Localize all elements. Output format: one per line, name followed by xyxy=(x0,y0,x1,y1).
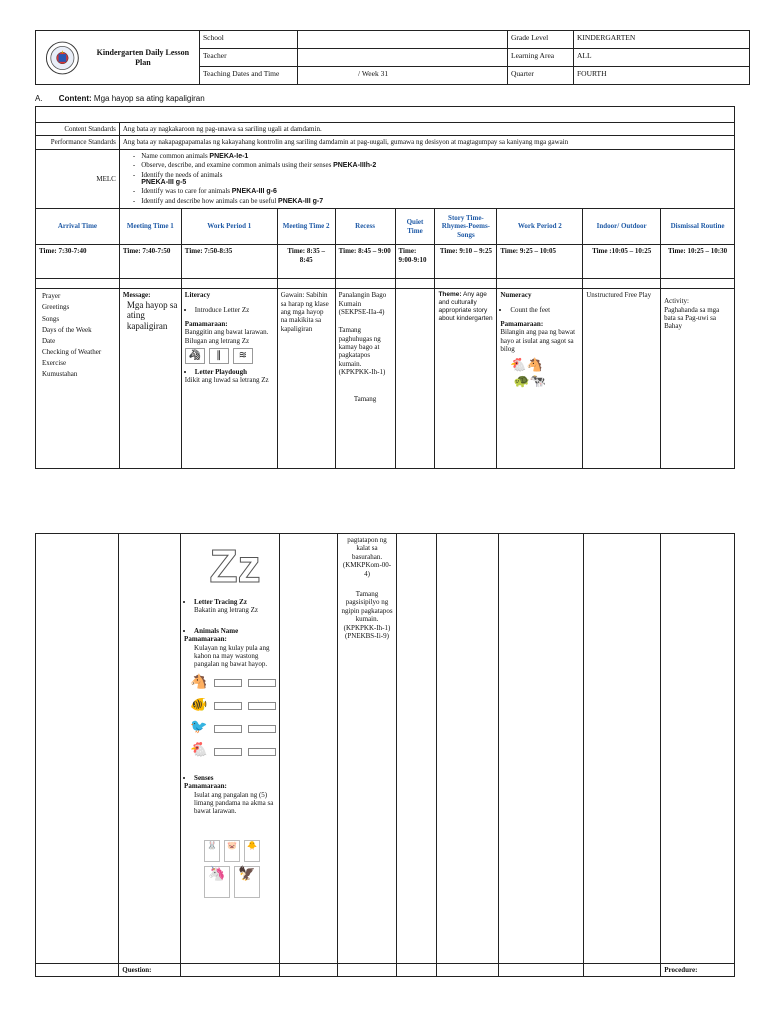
deped-seal-icon xyxy=(45,40,80,76)
arrival-cell xyxy=(36,289,120,469)
logo-title-cell xyxy=(36,31,200,85)
quarter-value: FOURTH xyxy=(574,67,750,85)
procedure-label: Procedure: xyxy=(661,964,735,977)
col-header: Arrival Time xyxy=(36,209,120,245)
recess-prayer: Panalangin Bago Kumain (SEKPSE-IIa-4) xyxy=(338,291,387,316)
story-cell xyxy=(435,289,497,469)
senses-card: 🐰 xyxy=(204,840,220,862)
blank-row xyxy=(36,107,735,123)
zigzag-icon: ≋ xyxy=(233,348,253,364)
question-label: Question: xyxy=(119,964,181,977)
content-standards-value: Ang bata ay nagkakaroon ng pag-unawa sa sariling ugali at damdamin. xyxy=(119,123,734,136)
work2-cell xyxy=(497,289,583,469)
week-value: / Week 31 xyxy=(298,67,508,85)
numeracy-bullet: • Count the feet xyxy=(510,306,579,314)
recess-cell xyxy=(335,289,395,469)
dismissal-cell xyxy=(661,289,735,469)
quarter-label: Quarter xyxy=(508,67,574,85)
col-header: Dismissal Routine xyxy=(661,209,735,245)
senses-worksheet-image xyxy=(204,840,274,898)
arrival-item: Checking of Weather xyxy=(42,348,102,357)
grade-value: KINDERGARTEN xyxy=(574,31,750,49)
arrival-item: Prayer xyxy=(42,292,61,301)
col-header: Indoor/ Outdoor xyxy=(583,209,661,245)
dates-label: Teaching Dates and Time xyxy=(200,67,298,85)
senses-card: 🐥 xyxy=(244,840,260,862)
horse-icon: 🐴 xyxy=(190,674,208,690)
time-cell: Time: 9:25 – 10:05 xyxy=(497,245,583,279)
animal-name-worksheet xyxy=(184,675,276,760)
senses-title: • Senses xyxy=(194,774,276,782)
animals-pam-label: Pamamaraan: xyxy=(184,635,227,644)
arrival-item: Greetings xyxy=(42,303,70,312)
arrival-item: Date xyxy=(42,336,56,345)
literacy-title: Literacy xyxy=(184,291,211,300)
zz-worksheet-image xyxy=(185,348,274,364)
work1-cell xyxy=(181,289,277,469)
zebra-icon: 🦓 xyxy=(185,348,205,364)
question-procedure-row xyxy=(36,964,735,977)
grade-label: Grade Level xyxy=(508,31,574,49)
quiet-cell xyxy=(395,289,435,469)
numeracy-title: Numeracy xyxy=(500,291,532,300)
indoor-cell: Unstructured Free Play xyxy=(583,289,661,469)
tracing-text: Bakatin ang letrang Zz xyxy=(194,606,258,615)
pamamaraan-text: Banggitin ang bawat larawan. Bilugan ang letrang Zz xyxy=(184,328,269,345)
work1-continued-cell xyxy=(181,534,280,964)
arrival-item: Kumustahan xyxy=(42,370,78,379)
senses-pam-label: Pamamaraan: xyxy=(184,782,227,791)
lesson-table xyxy=(35,106,735,469)
theme-label: Theme: xyxy=(438,291,462,299)
activity-text: Paghahanda sa mga bata sa Pag-uwi sa Bahay xyxy=(664,305,720,331)
performance-standards-row xyxy=(36,136,735,149)
content-value: Mga hayop sa ating kapaligiran xyxy=(93,94,205,103)
melc-list: - Name common animals PNEKA-Ie-1 - Observe, describe, and examine common animals using their senses PNEKA-IIIh-2 - Identify the needs of animals PNEKA-III g-5 - Identify was to care for animals PNEKA-III g-6 - Identify and describe how animals can be useful PNEKA-III g-7 xyxy=(119,149,734,208)
col-header: Work Period 2 xyxy=(497,209,583,245)
zz-tracing-glyph: Zz xyxy=(209,540,261,593)
time-cell: Time: 7:40-7:50 xyxy=(119,245,181,279)
animals-text: Kulayan ng kulay pula ang kahon na may wastong pangalan ng bawat hayop. xyxy=(194,643,270,669)
arrival-item: Songs xyxy=(42,314,60,323)
content-label: Content: xyxy=(58,94,92,103)
teacher-value xyxy=(298,49,508,67)
playdough-title: • Letter Playdough xyxy=(195,368,274,376)
count-feet-image: 🐔🐴 🐢🐄 xyxy=(510,357,546,389)
bird-icon: 🐦 xyxy=(190,720,208,736)
col-header: Meeting Time 1 xyxy=(119,209,181,245)
recess-continued-cell xyxy=(337,534,397,964)
senses-card: 🐷 xyxy=(224,840,240,862)
recess-tamang: Tamang xyxy=(353,394,377,403)
plan-title: Kindergarten Daily Lesson Plan xyxy=(96,47,190,67)
content-line xyxy=(35,94,205,104)
column-header-row xyxy=(36,209,735,245)
time-cell: Time: 9:10 – 9:25 xyxy=(435,245,497,279)
performance-standards-label: Performance Standards xyxy=(36,136,120,149)
content-letter: A. xyxy=(35,94,43,103)
school-value xyxy=(298,31,508,49)
content-standards-row xyxy=(36,123,735,136)
time-cell: Time: 8:45 – 9:00 xyxy=(335,245,395,279)
message-label: Message: xyxy=(122,291,151,300)
area-value: ALL xyxy=(574,49,750,67)
melc-row xyxy=(36,149,735,208)
content-standards-label: Content Standards xyxy=(36,123,120,136)
time-cell: Time :10:05 – 10:25 xyxy=(583,245,661,279)
senses-text: Isulat ang pangalan ng (5) limang pandama na akma sa bawat larawan. xyxy=(194,790,274,816)
time-cell: Time: 9:00-9:10 xyxy=(395,245,435,279)
continuation-table xyxy=(35,533,735,977)
col-header: Quiet Time xyxy=(395,209,435,245)
message-value: Mga hayop sa ating kapaligiran xyxy=(126,299,178,332)
recess-brushing: Tamang pagsisipilyo ng ngipin pagkatapos kumain. (KPKPKK-Ih-1) (PNEKBS-Ii-9) xyxy=(341,589,393,640)
recess-trash: pagtatapon ng kalat sa basurahan. (KMKPKom-00-4) xyxy=(342,536,392,578)
time-cell: Time: 10:25 – 10:30 xyxy=(661,245,735,279)
fish-icon: 🐠 xyxy=(190,697,208,713)
numeracy-pam-text: Bilangin ang paa ng bawat hayo at isulat ang sagot sa bilog xyxy=(500,328,576,354)
col-header: Story Time-Rhymes-Poems-Songs xyxy=(435,209,497,245)
time-cell: Time: 8:35 – 8:45 xyxy=(277,245,335,279)
arrival-item: Days of the Week xyxy=(42,325,92,334)
time-cell: Time: 7:30-7:40 xyxy=(36,245,120,279)
animals-title: • Animals Name xyxy=(194,627,276,635)
continuation-row xyxy=(36,534,735,964)
literacy-bullet: • Introduce Letter Zz xyxy=(195,306,274,314)
teacher-label: Teacher xyxy=(200,49,298,67)
col-header: Recess xyxy=(335,209,395,245)
spacer-row xyxy=(36,279,735,289)
senses-card: 🦅 xyxy=(234,866,260,898)
arrival-item: Exercise xyxy=(42,359,67,368)
area-label: Learning Area xyxy=(508,49,574,67)
header-table xyxy=(35,30,750,85)
tracing-title: • Letter Tracing Zz xyxy=(194,598,276,606)
col-header: Meeting Time 2 xyxy=(277,209,335,245)
col-header: Work Period 1 xyxy=(181,209,277,245)
meeting2-cell: Gawain: Sabihin sa harap ng klase ang mga hayop na makikita sa kapaligiran xyxy=(277,289,335,469)
time-row xyxy=(36,245,735,279)
performance-standards-value: Ang bata ay nakapagpapamalas ng kakayahang kontrolin ang sariling damdamin at pag-uugali, gumawa ng desisyon at magtagumpay sa kaniyang mga gawain xyxy=(119,136,734,149)
activity-label: Activity: xyxy=(664,297,689,306)
chicken-icon: 🐔 xyxy=(190,743,208,759)
pamamaraan-label: Pamamaraan: xyxy=(184,319,228,328)
playdough-text: Idikit ang luwad sa letrang Zz xyxy=(184,376,269,385)
zipper-icon: ∥ xyxy=(209,348,229,364)
school-label: School xyxy=(200,31,298,49)
numeracy-pam-label: Pamamaraan: xyxy=(500,319,544,328)
theme-text: Any age and culturally appropriate story about kindergarten xyxy=(438,291,493,322)
senses-card: 🦄 xyxy=(204,866,230,898)
time-cell: Time: 7:50-8:35 xyxy=(181,245,277,279)
activities-row xyxy=(36,289,735,469)
meeting1-cell xyxy=(119,289,181,469)
recess-handwash: Tamang paghuhugas ng kamay bago at pagkatapos kumain. (KPKPKK-Ih-1) xyxy=(338,326,386,377)
melc-label: MELC xyxy=(36,149,120,208)
